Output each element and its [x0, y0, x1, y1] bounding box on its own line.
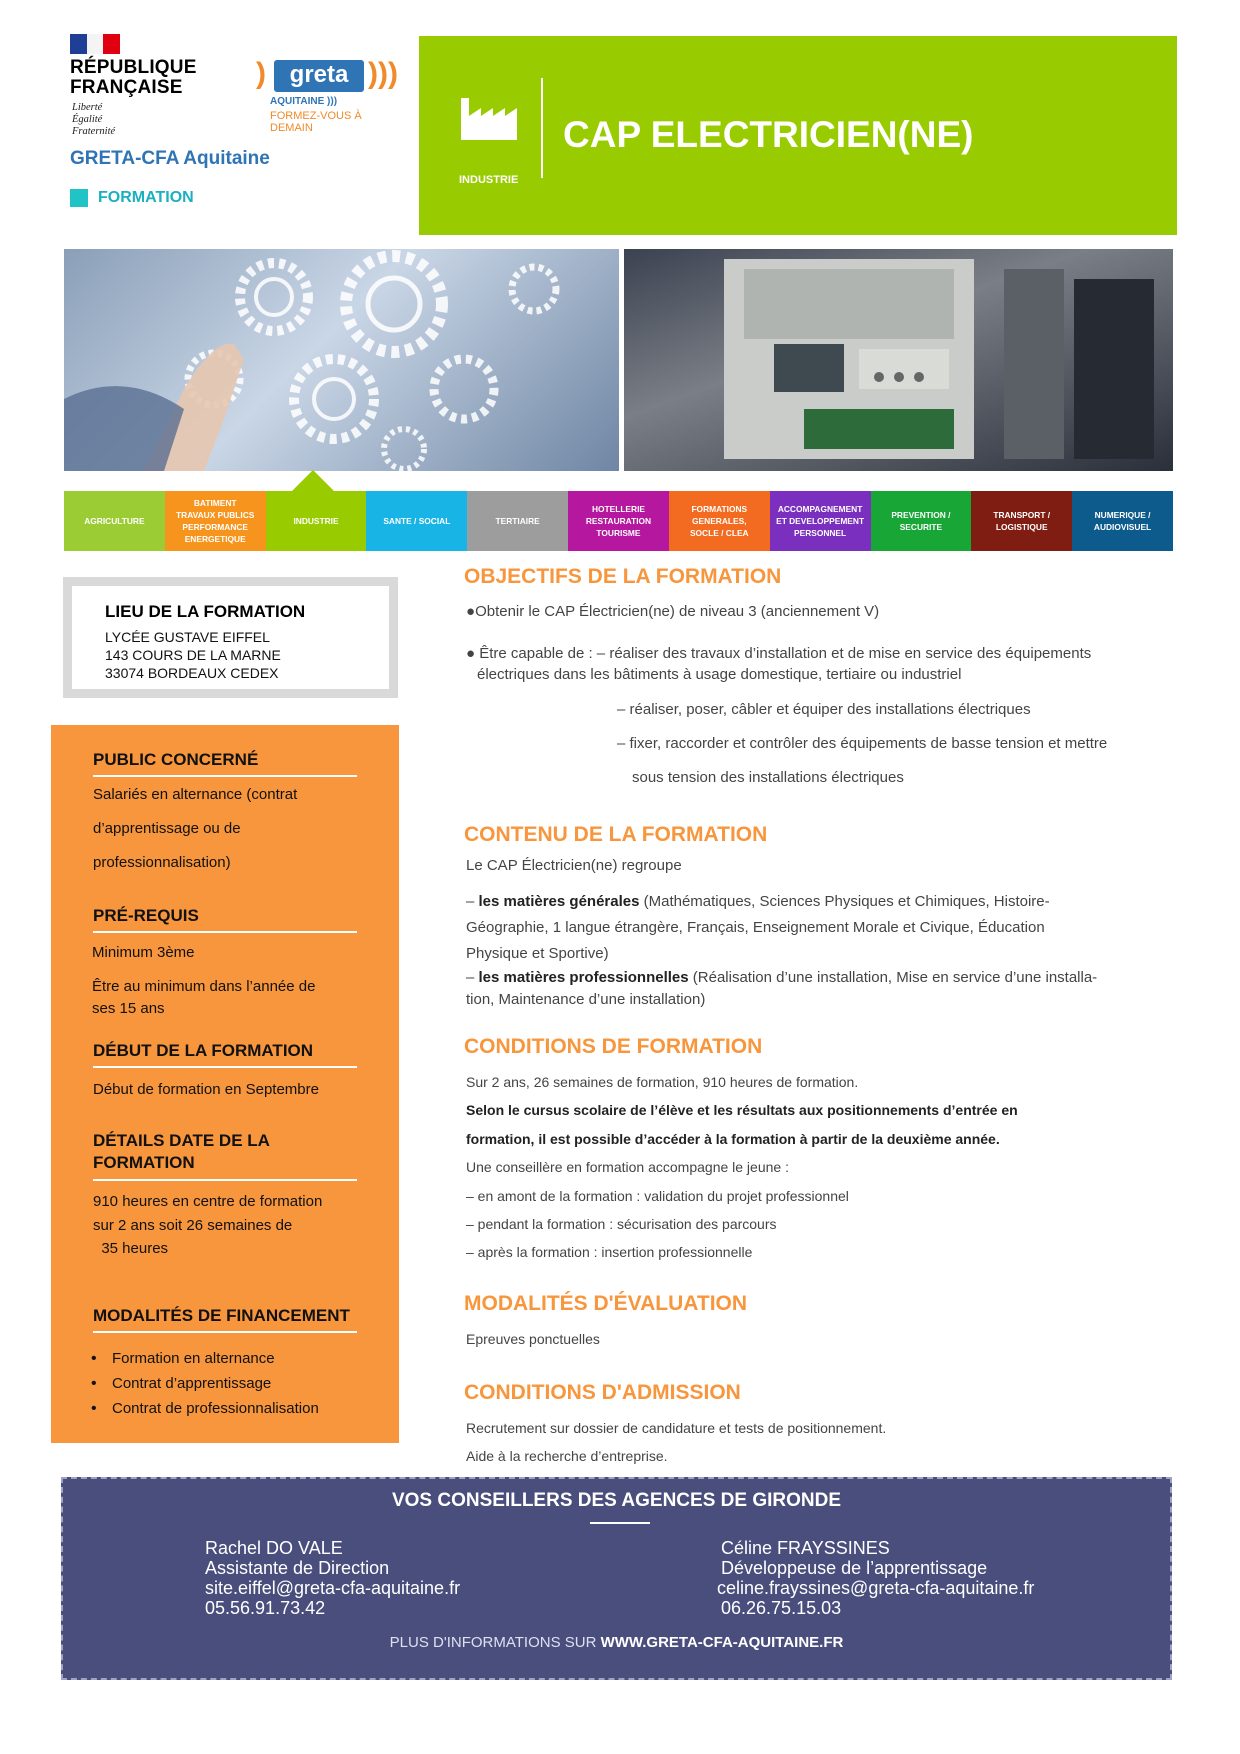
contenu-text: Physique et Sportive): [466, 945, 609, 962]
sector-batiment[interactable]: BATIMENT TRAVAUX PUBLICS PERFORMANCE ENERGETIQUE: [165, 491, 266, 551]
prereq-text: ses 15 ans: [92, 1000, 165, 1017]
objectifs-title: OBJECTIFS DE LA FORMATION: [464, 565, 782, 588]
sector-label: INDUSTRIE: [459, 174, 519, 186]
conditions-text: – en amont de la formation : validation du projet professionnel: [466, 1188, 849, 1204]
contact-phone[interactable]: 05.56.91.73.42: [205, 1598, 326, 1618]
more-info: PLUS D'INFORMATIONS SUR WWW.GRETA-CFA-AQUITAINE.FR: [389, 1634, 844, 1651]
greta-bracket-left: ): [256, 57, 266, 90]
contact-email[interactable]: celine.frayssines@greta-cfa-aquitaine.fr: [717, 1578, 1035, 1598]
contenu-title: CONTENU DE LA FORMATION: [464, 823, 768, 846]
contact-name: Rachel DO VALE: [205, 1538, 343, 1558]
divider: [541, 78, 543, 178]
contact-footer: [61, 1477, 1172, 1680]
gears-photo: [64, 249, 619, 471]
details-text: 35 heures: [93, 1240, 169, 1257]
sector-tertiaire[interactable]: TERTIAIRE: [467, 491, 568, 551]
contact-card: [205, 1538, 460, 1618]
conditions-text: – pendant la formation : sécurisation des parcours: [466, 1216, 777, 1232]
contact-phone[interactable]: 06.26.75.15.03: [721, 1598, 842, 1618]
contenu-text: tion, Maintenance d’une installation): [466, 991, 706, 1008]
electrical-equipment-photo: [624, 249, 1173, 471]
admission-text: Recrutement sur dossier de candidature et tests de positionnement.: [466, 1420, 887, 1436]
republique-francaise-motto: Liberté Égalité Fraternité: [72, 102, 116, 137]
republique-francaise-flag-logo: [70, 34, 120, 54]
divider: [93, 1331, 357, 1333]
divider: [93, 1179, 357, 1181]
contact-email[interactable]: site.eiffel@greta-cfa-aquitaine.fr: [205, 1578, 461, 1598]
public-text: Salariés en alternance (contrat: [93, 786, 298, 803]
objectif-text: électriques dans les bâtiments à usage domestique, tertiaire ou industriel: [477, 666, 962, 683]
list-item: • Formation en alternance: [91, 1346, 319, 1371]
sector-accompagnement[interactable]: ACCOMPAGNEMENT ET DEVELOPPEMENT PERSONNEL: [770, 491, 871, 551]
conditions-text: Sur 2 ans, 26 semaines de formation, 910 heures de formation.: [466, 1074, 859, 1090]
contact-card: [717, 1538, 1035, 1618]
debut-text: Début de formation en Septembre: [93, 1081, 319, 1098]
public-text: professionnalisation): [93, 854, 231, 871]
contenu-text: – les matières professionnelles (Réalisation d’une installation, Mise en service d’une installa-: [466, 969, 1098, 986]
details-text: sur 2 ans soit 26 semaines de: [93, 1217, 293, 1234]
lieu-line: 33074 BORDEAUX CEDEX: [105, 665, 279, 681]
divider: [93, 931, 357, 933]
sector-hotellerie[interactable]: HOTELLERIE RESTAURATION TOURISME: [568, 491, 669, 551]
details-text: 910 heures en centre de formation: [93, 1193, 323, 1210]
page-title: CAP ELECTRICIEN(NE): [563, 114, 974, 155]
republique-francaise-title: RÉPUBLIQUE FRANÇAISE: [70, 57, 197, 98]
greta-slogan: FORMEZ-VOUS À DEMAIN: [270, 110, 362, 134]
contact-role: Développeuse de l’apprentissage: [721, 1558, 988, 1578]
website-link[interactable]: WWW.GRETA-CFA-AQUITAINE.FR: [600, 1634, 844, 1651]
conditions-text: Une conseillère en formation accompagne le jeune :: [466, 1159, 789, 1175]
sector-formations-generales[interactable]: FORMATIONS GENERALES, SOCLE / CLEA: [669, 491, 770, 551]
sector-numerique[interactable]: NUMERIQUE / AUDIOVISUEL: [1072, 491, 1173, 551]
objectif-dash: – réaliser, poser, câbler et équiper des installations électriques: [617, 701, 1031, 718]
contenu-text: Géographie, 1 langue étrangère, Français, Enseignement Morale et Civique, Éducation: [466, 919, 1045, 936]
contact-role: Assistante de Direction: [205, 1558, 390, 1578]
debut-title: DÉBUT DE LA FORMATION: [93, 1041, 314, 1060]
details-title: DÉTAILS DATE DE LA FORMATION: [93, 1131, 270, 1172]
divider: [590, 1522, 650, 1524]
list-item: • Contrat de professionnalisation: [91, 1396, 319, 1421]
footer-title: VOS CONSEILLERS DES AGENCES DE GIRONDE: [391, 1490, 842, 1511]
prereq-title: PRÉ-REQUIS: [93, 906, 199, 925]
prereq-text: Minimum 3ème: [92, 944, 195, 961]
public-text: d’apprentissage ou de: [93, 820, 241, 837]
public-title: PUBLIC CONCERNÉ: [93, 750, 259, 769]
contenu-intro: Le CAP Électricien(ne) regroupe: [466, 857, 682, 874]
contact-name: Céline FRAYSSINES: [721, 1538, 890, 1558]
objectif-dash: sous tension des installations électriques: [632, 769, 904, 786]
greta-logo: [256, 57, 398, 134]
greta-sub-aquitaine: AQUITAINE ))): [270, 96, 338, 107]
lieu-line: LYCÉE GUSTAVE EIFFEL: [105, 629, 270, 645]
objectif-bullet: ● Être capable de : – réaliser des travaux d’installation et de mise en service des équipements: [466, 645, 1092, 662]
organization-name: GRETA-CFA Aquitaine: [70, 148, 270, 169]
list-item: • Contrat d’apprentissage: [91, 1371, 319, 1396]
admission-title: CONDITIONS D'ADMISSION: [464, 1381, 741, 1404]
sector-industrie[interactable]: INDUSTRIE: [266, 491, 367, 551]
contenu-text: – les matières générales (Mathématiques, Sciences Physiques et Chimiques, Histoire-: [466, 893, 1050, 910]
lieu-formation-box: [63, 577, 398, 698]
factory-icon: [459, 94, 519, 142]
objectif-bullet: ●Obtenir le CAP Électricien(ne) de niveau 3 (anciennement V): [466, 603, 880, 620]
active-sector-arrow: [291, 470, 335, 492]
sector-transport[interactable]: TRANSPORT / LOGISTIQUE: [971, 491, 1072, 551]
greta-bracket-right: ))): [368, 57, 398, 90]
divider: [93, 775, 357, 777]
conditions-text: Selon le cursus scolaire de l’élève et les résultats aux positionnements d’entrée en: [466, 1102, 1018, 1118]
info-sidebar: [51, 725, 399, 1443]
sector-prevention[interactable]: PREVENTION / SECURITE: [871, 491, 972, 551]
greta-wordmark: greta: [274, 60, 364, 92]
financement-list: [91, 1346, 319, 1421]
evaluation-text: Epreuves ponctuelles: [466, 1331, 600, 1347]
lieu-title: LIEU DE LA FORMATION: [105, 602, 306, 621]
square-icon: [70, 189, 88, 207]
admission-text: Aide à la recherche d’entreprise.: [466, 1448, 668, 1464]
evaluation-title: MODALITÉS D'ÉVALUATION: [464, 1292, 748, 1315]
conditions-title: CONDITIONS DE FORMATION: [464, 1035, 763, 1058]
objectif-dash: – fixer, raccorder et contrôler des équipements de basse tension et mettre: [617, 735, 1108, 752]
lieu-line: 143 COURS DE LA MARNE: [105, 647, 281, 663]
financement-title: MODALITÉS DE FINANCEMENT: [93, 1306, 350, 1325]
conditions-text: formation, il est possible d’accéder à la formation à partir de la deuxième année.: [466, 1131, 1000, 1147]
divider: [93, 1066, 357, 1068]
sector-sante-social[interactable]: SANTE / SOCIAL: [366, 491, 467, 551]
sector-nav: [64, 491, 1173, 551]
formation-tag: FORMATION: [70, 188, 194, 208]
prereq-text: Être au minimum dans l’année de: [92, 978, 316, 995]
sector-agriculture[interactable]: AGRICULTURE: [64, 491, 165, 551]
conditions-text: – après la formation : insertion professionnelle: [466, 1244, 753, 1260]
title-banner: [419, 36, 1177, 235]
